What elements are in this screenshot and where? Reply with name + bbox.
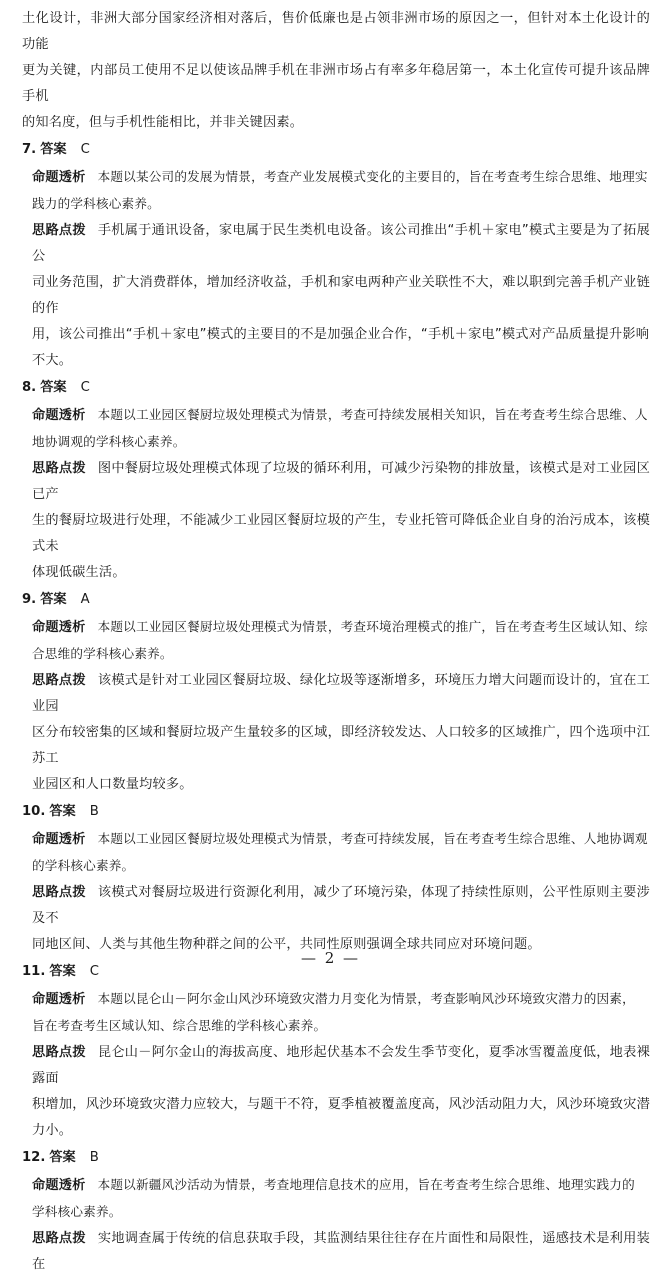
topic-block — [22, 1172, 650, 1225]
text-line: 的学科核心素养。 — [32, 858, 135, 873]
text-line: 本题以工业园区餐厨垃圾处理模式为情景，考查可持续发展，旨在考查考生综合思维、人地协调观 — [97, 831, 648, 846]
answer-line — [22, 1145, 650, 1171]
question-number: 7. — [22, 142, 37, 157]
question-10 — [22, 799, 650, 958]
answer-value: C — [89, 964, 99, 979]
hint-block — [22, 1040, 650, 1144]
text-line: 司业务范围，扩大消费群体，增加经济收益，手机和家电两种产业关联性不大，难以职到完善手机产业链的作 — [32, 275, 650, 316]
hint-tag: 思路点拨 — [32, 885, 86, 900]
question-number: 12. — [22, 1150, 46, 1165]
text-line: 的知名度，但与手机性能相比，并非关键因素。 — [22, 115, 304, 130]
topic-tag: 命题透析 — [32, 620, 86, 635]
text-line: 本题以工业园区餐厨垃圾处理模式为情景，考查可持续发展相关知识，旨在考查考生综合思维、人 — [97, 407, 648, 422]
topic-block — [22, 614, 650, 667]
topic-tag: 命题透析 — [32, 992, 86, 1007]
topic-tag: 命题透析 — [32, 832, 86, 847]
document-body — [22, 6, 650, 1279]
topic-tag: 命题透析 — [32, 408, 86, 423]
topic-tag: 命题透析 — [32, 1178, 86, 1193]
text-line: 该模式对餐厨垃圾进行资源化利用，减少了环境污染，体现了持续性原则，公平性原则主要涉及不 — [32, 885, 650, 926]
text-line: 生的餐厨垃圾进行处理，不能减少工业园区餐厨垃圾的产生，专业托管可降低企业自身的治污成本，该模式未 — [32, 513, 650, 554]
question-8 — [22, 375, 650, 586]
question-12 — [22, 1145, 650, 1278]
answer-line — [22, 137, 650, 163]
question-9 — [22, 587, 650, 798]
topic-block — [22, 986, 650, 1039]
hint-tag: 思路点拨 — [32, 461, 86, 476]
hint-block — [22, 668, 650, 798]
intro-paragraph — [22, 6, 650, 136]
text-line: 土化设计，非洲大部分国家经济相对落后，售价低廉也是占领非洲市场的原因之一，但针对本土化设计的功能 — [22, 11, 650, 52]
question-number: 10. — [22, 804, 46, 819]
hint-tag: 思路点拨 — [32, 1231, 86, 1246]
text-line: 学科核心素养。 — [32, 1204, 122, 1219]
answer-label: 答案 — [40, 380, 67, 395]
text-line: 践力的学科核心素养。 — [32, 196, 160, 211]
text-line: 本题以新疆风沙活动为情景，考查地理信息技术的应用，旨在考查考生综合思维、地理实践力的 — [97, 1177, 635, 1192]
answer-line — [22, 799, 650, 825]
hint-tag: 思路点拨 — [32, 223, 86, 238]
text-line: 更为关键，内部员工使用不足以使该品牌手机在非洲市场占有率多年稳居第一，本土化宣传可提升该品牌手机 — [22, 63, 650, 104]
topic-block — [22, 164, 650, 217]
hint-block — [22, 456, 650, 586]
page-number: — 2 — — [300, 949, 361, 967]
text-line: 合思维的学科核心素养。 — [32, 646, 173, 661]
text-line: 不大。 — [32, 353, 73, 368]
text-line: 图中餐厨垃圾处理模式体现了垃圾的循环利用，可减少污染物的排放量，该模式是对工业园区已产 — [32, 461, 650, 502]
hint-tag: 思路点拨 — [32, 1045, 86, 1060]
question-7 — [22, 137, 650, 374]
text-line: 积增加，风沙环境致灾潜力应较大，与题干不符，夏季植被覆盖度高，风沙活动阻力大，风沙环境致灾潜力小。 — [32, 1097, 650, 1138]
answer-value: C — [80, 380, 90, 395]
answer-line — [22, 375, 650, 401]
text-line: 地协调观的学科核心素养。 — [32, 434, 186, 449]
hint-block — [22, 880, 650, 958]
text-line: 区分布较密集的区域和餐厨垃圾产生量较多的区域，即经济较发达、人口较多的区域推广，四个选项中江苏工 — [32, 725, 650, 766]
text-line: 体现低碳生活。 — [32, 565, 126, 580]
answer-value: C — [80, 142, 90, 157]
answer-label: 答案 — [40, 592, 67, 607]
hint-block — [22, 218, 650, 374]
text-line: 同地区间、人类与其他生物种群之间的公平，共同性原则强调全球共同应对环境问题。 — [32, 937, 541, 952]
text-line: 本题以某公司的发展为情景，考查产业发展模式变化的主要目的，旨在考查考生综合思维、地理实 — [97, 169, 648, 184]
text-line: 业园区和人口数量均较多。 — [32, 777, 193, 792]
text-line: 该模式是针对工业园区餐厨垃圾、绿化垃圾等逐渐增多，环境压力增大问题而设计的，宜在工业园 — [32, 673, 650, 714]
hint-block — [22, 1226, 650, 1278]
answer-label: 答案 — [49, 1150, 76, 1165]
question-number: 8. — [22, 380, 37, 395]
text-line: 用，该公司推出“手机＋家电”模式的主要目的不是加强企业合作，“手机＋家电”模式对产品质量提升影响 — [32, 327, 650, 342]
topic-tag: 命题透析 — [32, 170, 86, 185]
text-line: 实地调查属于传统的信息获取手段，其监测结果往往存在片面性和局限性，遥感技术是利用装在 — [32, 1231, 650, 1272]
text-line: 昆仑山－阿尔金山的海拔高度、地形起伏基本不会发生季节变化，夏季冰雪覆盖度低，地表裸露面 — [32, 1045, 650, 1086]
hint-tag: 思路点拨 — [32, 673, 86, 688]
question-number: 9. — [22, 592, 37, 607]
answer-value: B — [89, 1150, 99, 1165]
topic-block — [22, 826, 650, 879]
answer-label: 答案 — [40, 142, 67, 157]
question-number: 11. — [22, 964, 46, 979]
text-line: 本题以工业园区餐厨垃圾处理模式为情景，考查环境治理模式的推广，旨在考查考生区域认知、综 — [97, 619, 648, 634]
answer-label: 答案 — [49, 804, 76, 819]
text-line: 本题以昆仑山－阿尔金山风沙环境致灾潜力月变化为情景，考查影响风沙环境致灾潜力的因素， — [97, 991, 635, 1006]
text-line: 旨在考查考生区域认知、综合思维的学科核心素养。 — [32, 1018, 327, 1033]
question-11 — [22, 959, 650, 1144]
answer-label: 答案 — [49, 964, 76, 979]
topic-block — [22, 402, 650, 455]
text-line: 手机属于通讯设备，家电属于民生类机电设备。该公司推出“手机＋家电”模式主要是为了拓展公 — [32, 223, 650, 264]
answer-value: A — [80, 592, 90, 607]
answer-value: B — [89, 804, 99, 819]
answer-line — [22, 587, 650, 613]
